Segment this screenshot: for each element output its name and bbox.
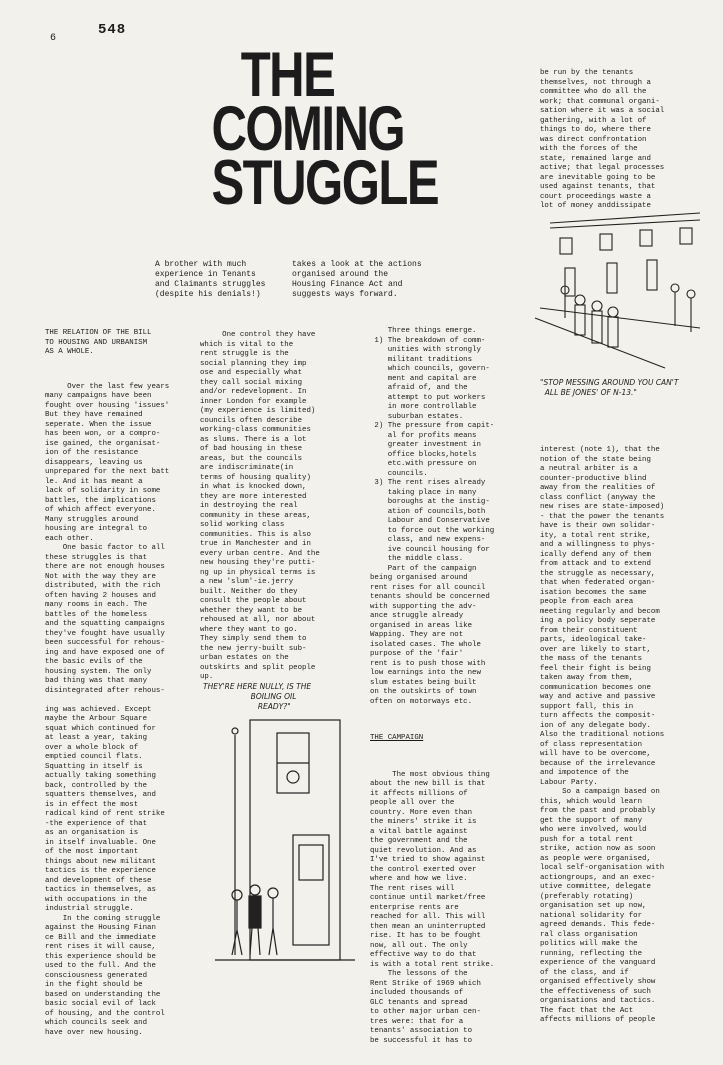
column-2: [200, 312, 360, 682]
column-1: [45, 310, 195, 1037]
column-4-top: [540, 50, 700, 210]
headline-line-3: STUGGLE: [211, 148, 439, 219]
intro-left: A brother with much experience in Tenants and Claimants struggles (despite his denials!): [155, 260, 266, 299]
column-1-body: Over the last few years many campaigns have been fought over housing 'issues' But they have remained seperate. When the issue has been won, or a compro- ise gained, the organisat- ion of the resistance disappears, leaving us unprepared for the next batt le. And it has meant a lack of solidarity in some battles, the implications of which affect everyone. Many struggles around housing are integral to each other. One basic factor to all these struggles is that there are not enough houses Not with the way they are distributed, with the rich often having 2 houses and many rooms in each. The battles of the homeless and the squatting campaigns they've fought have usually been successful for rehous- ing and have exposed one of the basic evils of the housing system. The only bad thing was that many disintegrated after rehous- ing was achieved. Except maybe the Arbour Square squat which continued for at least a year, taking over a whole block of emptied council flats. Squatting in itself is actually taking something back, controlled by the squatters themselves, and is in effect the most radical kind of rent strike -the experience of that as an organisation is in itself invaluable. One of the most important things about new militant tactics is the experience and development of these tactics in themselves, as with occupations in the industrial struggle. In the coming struggle against the Housing Finan ce Bill and the immediate rent rises it will cause, this experience should be used to the full. And the consciousness generated in the fight should be based on understanding the basic social evil of lack of housing, and the control which councils seek and have over new housing.: [45, 382, 170, 1037]
column-4-top-body: be run by the tenants themselves, not through a committee who do all the work; that communal organi- sation where it was a social gathering, with a lot of things to do, where there was direct confrontation with the forces of the state, remained large and active; that legal processes are inevitable going to be used against tenants, that court proceedings waste a lot of money anddissipate: [540, 69, 665, 210]
column-2-body: One control they have which is vital to the rent struggle is the social planning they imp ose and especially what they call social mixing and/or redevelopment. In inner London for example (my experience is limited) councils often describe working-class communities as slums. There is a lot of bad housing in these areas, but the councils are indiscriminate(in terms of housing quality) in what is knocked down, they are more interested in destroying the real community in these areas, solid working class communities. This is also true in Manchester and in every urban centre. And the new housing they're putti- ng up in physical terms is a new 'slum'-ie.jerry built. Neither do they consult the people about whether they want to be rehoused at all, nor about where they want to go. They simply send them to the new jerry-built sub- urban estates on the outskirts and split people up.: [200, 331, 320, 681]
doorway-scene-illustration: [215, 715, 355, 975]
headline: [211, 40, 439, 219]
column-4: [540, 427, 705, 1024]
cartoon-caption-bottom: THEY'RE HERE NULLY, IS THE BOILING OIL READY?": [203, 682, 312, 711]
campaign-heading: THE CAMPAIGN: [370, 734, 424, 742]
section-heading: THE RELATION OF THE BILL TO HOUSING AND URBANISM AS A WHOLE.: [45, 329, 152, 356]
column-4-body: interest (note 1), that the notion of the state being a neutral arbiter is a counter-productive blind away from the realities of class conflict (anyway the new rises are state-imposed) - that the power the tenants have is their own solidar- ity, a total rent strike, and a willingness to phys- ically defend any of them from attack and to extend the struggle as necessary, that when federated organ- isation becomes the same people from each area meeting regularly and becom ing a policy body seperate from their constituent parts, ideological take- over are likely to start, the mass of the tenants feel their fight is being taken away from them, communication becomes one way and active and passive support fall, this in turn affects the composit- ion of any delegate body. Also the traditional notions of class representation will have to be overcome, because of the irrelevance and impotence of the Labour Party. So a campaign based on this, which would learn from the past and probably get the support of many who were involved, would push for a total rent strike, action now as soon as people were organised, local self-organisation with actiongroups, and an exec- utive committee, delegate (preferably rotating) organisation set up now, national solidarity for agreed demands. This fede- ral class organisation politics will make the running, reflecting the experience of the vanguard of the class, and if organised effectively show the effectiveness of such organisations and tactics. The fact that the Act affects millions of people: [540, 446, 665, 1024]
corner-mark: 6: [50, 33, 57, 44]
headline-line-1: THE: [240, 40, 335, 110]
street-scene-illustration: [535, 208, 705, 368]
column-3-body-2: The most obvious thing about the new bill is that it affects millions of people all over the country. More even than the miners' strike it is a vital battle against the government and the quiet revolution. And as I've tried to show against the control exerted over where and how we live. The rent rises will continue until market/free enterprise rents are reached for all. This will then mean an uninterrupted rise. It has to be fought now, all out. The only effective way to do that is with a total rent strike. The lessons of the Rent Strike of 1969 which included thousands of GLC tenants and spread to other major urban cen- tres were: that for a tenants' association to be successful it has to: [370, 770, 495, 1045]
cartoon-caption-top: "STOP MESSING AROUND YOU CAN'T ALL BE JONES' OF N-13.": [540, 378, 679, 397]
page-number: 548: [98, 22, 127, 38]
headline-line-2: COMING: [211, 94, 405, 165]
intro-right: takes a look at the actions organised around the Housing Finance Act and suggests ways forward.: [292, 260, 422, 299]
column-3-body: Three things emerge. 1) The breakdown of comm- unities with strongly militant traditions which councils, govern- ment and capital are afraid of, and the attempt to put workers in more controllable suburban estates. 2) The pressure from capit- al for profits means greater investment in office blocks,hotels etc.with pressure on councils. 3) The rent rises already taking place in many boroughs at the instig- ation of councils,both Labour and Conservative to force out the working class, and new expens- ive council housing for the middle class. Part of the campaign being organised around rent rises for all council tenants should be concerned with supporting the adv- ance struggle already organised in areas like Wapping. They are not isolated cases. The whole purpose of the 'fair' rent is to push those with low earnings into the new slum estates being built on the outskirts of town often on motorways etc.: [370, 327, 495, 706]
column-3: [370, 308, 528, 1045]
